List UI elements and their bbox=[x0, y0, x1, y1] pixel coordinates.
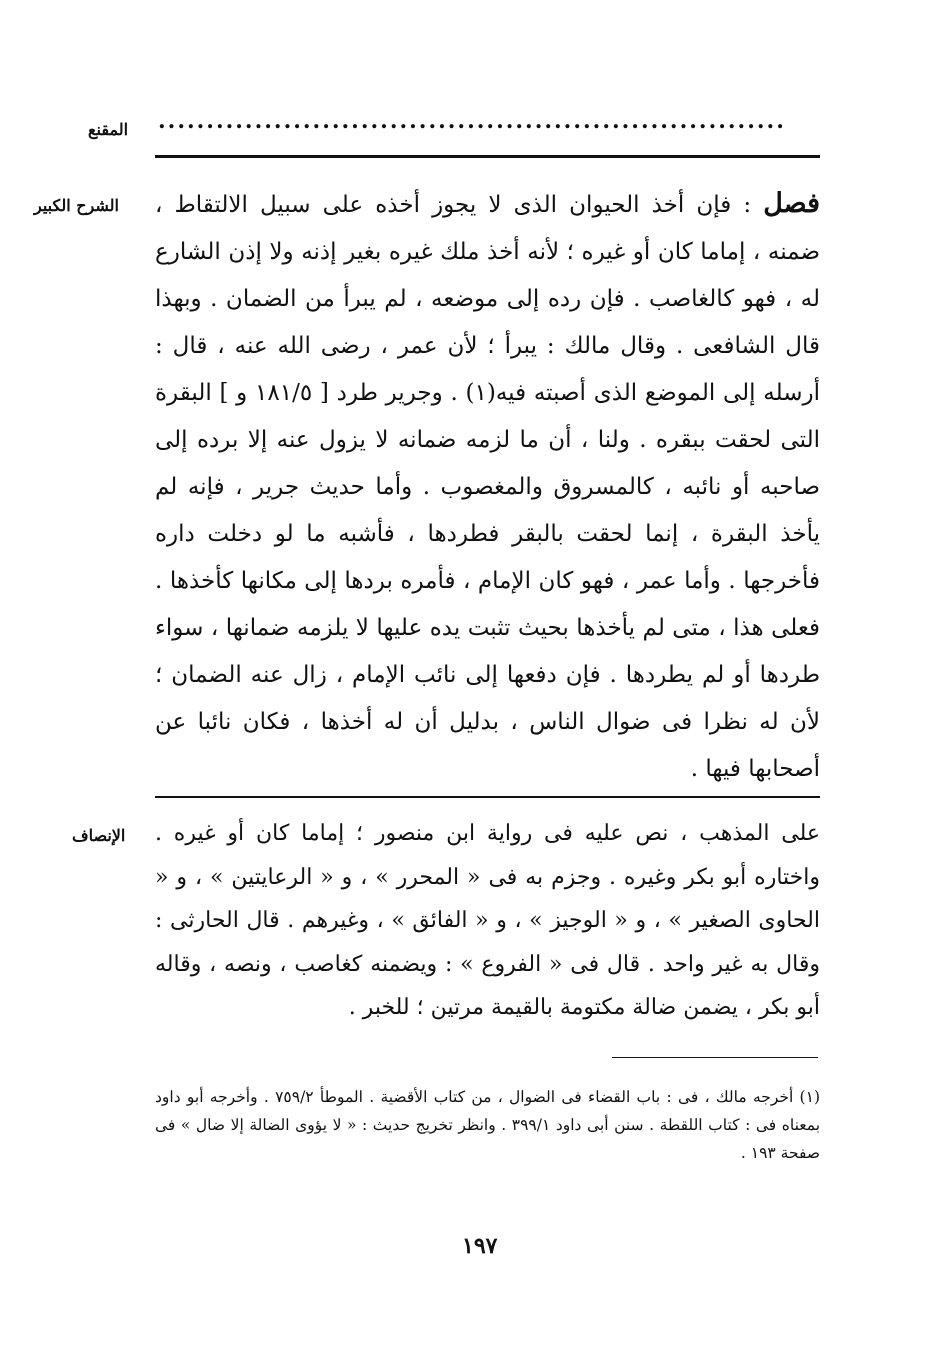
section-rule bbox=[155, 796, 820, 798]
book-title: المقنع bbox=[88, 120, 129, 139]
header-rule bbox=[155, 155, 820, 158]
footnote-rule bbox=[612, 1057, 818, 1058]
page-number: ١٩٧ bbox=[462, 1233, 498, 1259]
main-text bbox=[155, 180, 820, 780]
sharh-label: الشرح الكبير bbox=[34, 196, 119, 215]
footnote-text: (١) أخرجه مالك ، فى : باب القضاء فى الضوال ، من كتاب الأقضية . الموطأ ٧٥٩/٢ . وأخرجه أبو داود بمعناه فى : كتاب اللقطة . سنن أبى داود ٣٩٩/١ . وانظر تخريج حديث : « لا يؤوى الضالة إلا ضال » فى صفحة ١٩٣ . bbox=[155, 1088, 821, 1162]
fasl-heading: فصل bbox=[763, 188, 820, 219]
main-body: : فإن أخذ الحيوان الذى لا يجوز أخذه على سبيل الالتقاط ، ضمنه ، إماما كان أو غيره ؛ لأنه أخذ ملك غيره بغير إذنه ولا إذن الشارع له ، فهو كالغاصب . فإن رده إلى موضعه ، لم يبرأ من الضمان . وبهذا قال الشافعى . وقال مالك : يبرأ ؛ لأن عمر ، رضى الله عنه ، قال : أرسله إلى الموضع الذى أصبته فيه(١) . وجرير طرد [ ١٨١/٥ و ] البقرة التى لحقت ببقره . ولنا ، أن ما لزمه ضمانه لا يزول عنه إلا برده إلى صاحبه أو نائبه ، كالمسروق والمغصوب . وأما حديث جرير ، فإنه لم يأخذ البقرة ، إنما لحقت بالبقر فطردها ، فأشبه ما لو دخلت داره فأخرجها . وأما عمر ، فهو كان الإمام ، فأمره بردها إلى مكانها كأخذها . فعلى هذا ، متى لم يأخذها بحيث تثبت يده عليها لا يلزمه ضمانها ، سواء طردها أو لم يطردها . فإن دفعها إلى نائب الإمام ، زال عنه الضمان ؛ لأن له نظرا فى ضوال الناس ، بدليل أن له أخذها ، فكان نائبا عن أصحابها فيها . bbox=[155, 192, 821, 782]
insaf-label: الإنصاف bbox=[72, 826, 126, 845]
insaf-text: على المذهب ، نص عليه فى رواية ابن منصور ؛ إماما كان أو غيره . واختاره أبو بكر وغيره . وجزم به فى « المحرر » ، و « الرعايتين » ، و « الحاوى الصغير » ، و « الوجيز » ، و « الفائق » ، وغيرهم . قال الحارثى : وقال به غير واحد . قال فى « الفروع » : ويضمنه كغاصب ، ونصه ، وقاله أبو بكر ، يضمن ضالة مكتومة بالقيمة مرتين ؛ للخبر . bbox=[155, 821, 820, 1020]
header-dots: ................................................................. bbox=[158, 108, 786, 134]
